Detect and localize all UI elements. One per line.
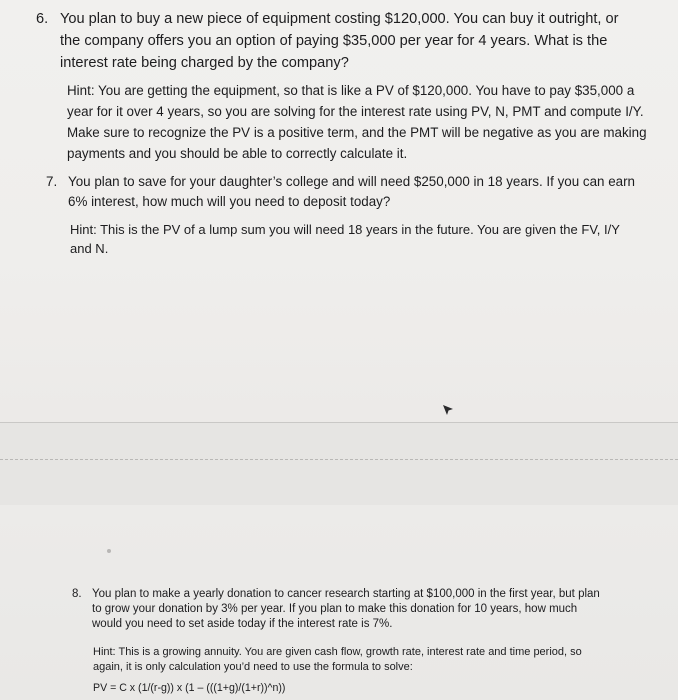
page-break-band [0,422,678,506]
question-text: You plan to make a yearly donation to cancer research starting at $100,000 in the first year, but plan to grow your donation by 3% per year. If you plan to make this donation for 10 years, how much would you need to set aside today if the interest rate is 7%. [92,588,600,630]
question-number: 6. [36,11,49,27]
scan-dot [107,549,111,553]
question-number: 7. [46,174,58,189]
question-8 [72,587,607,632]
question-7-hint: Hint: This is the PV of a lump sum you will need 18 years in the future. You are given the FV, I/Y and N. [70,222,620,256]
question-6 [36,8,636,74]
question-text: You plan to buy a new piece of equipment costing $120,000. You can buy it outright, or the company offers you an option of paying $35,000 per year for 4 years. What is the interest rate being charged by the company? [60,11,619,71]
question-number: 8. [72,588,82,600]
question-8-hint: Hint: This is a growing annuity. You are given cash flow, growth rate, interest rate and time period, so again, it is only calculation you’d need to use the formula to solve: [93,646,582,673]
question-text: You plan to save for your daughter’s college and will need $250,000 in 18 years. If you can earn 6% interest, how much will you need to deposit today? [68,174,636,209]
question-6-hint: Hint: You are getting the equipment, so that is like a PV of $120,000. You have to pay $35,000 a year for it over 4 years, so you are solving for the interest rate using PV, N, PMT and compute I/Y. Make sure to recognize the PV is a positive term, and the PMT will be negative as you are making payments and you should be able to correctly calculate it. [67,83,647,161]
question-7 [46,172,636,212]
growing-annuity-formula: PV = C x (1/(r-g)) x (1 – (((1+g)/(1+r))^n)) [93,682,286,694]
dashed-divider [0,459,678,460]
cursor-arrow-icon [442,404,454,416]
